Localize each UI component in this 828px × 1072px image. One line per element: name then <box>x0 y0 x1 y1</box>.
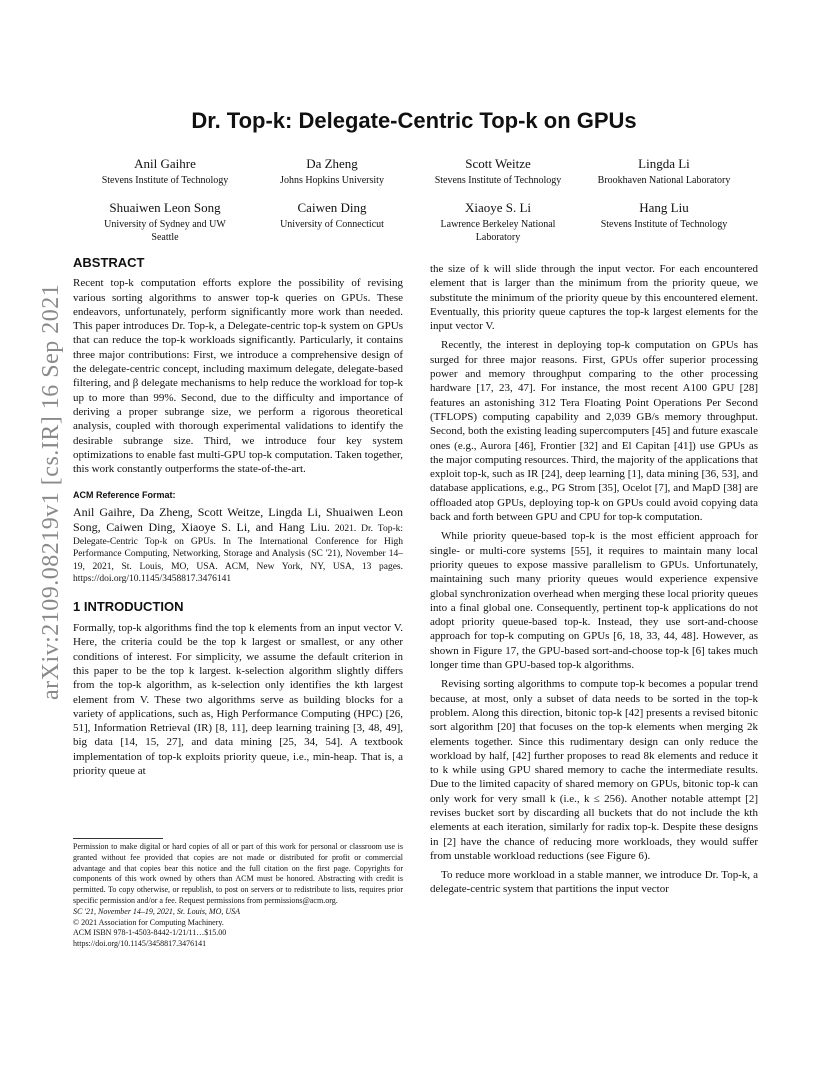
author-affiliation: Lawrence Berkeley National Laboratory <box>440 219 556 243</box>
footnote-rule <box>73 838 163 839</box>
author-name: Xiaoye S. Li <box>464 200 532 215</box>
author-name: Scott Weitze <box>465 156 531 171</box>
body-paragraph: Recently, the interest in deploying top-k computation on GPUs has surged for three major reasons. First, GPUs offer superior processing power and memory throughput comparing to the other processing hardware [17, 23, 47]. For instance, the most recent A100 GPU [28] features an astonishing 312 Tera Floating Point Operations Per Second (TFLOPS) computing capability and 2,039 GB/s memory throughput. Second, both the existing leading supercomputers [45] and future exascale ones (e.g., Aurora [46], Frontier [32] and El Capitan [41]) use GPUs as the major computing resources. Third, the majority of the applications that exploit top-k, such as IR [24], deep learning [1], data mining [36, 53], and database applications, e.g., PG Strom [35], Ocelot [7], and MapD [38] are offloaded atop GPUs, deploying top-k on GPUs could avoid copying data back and forth between GPU and CPU for top-k computation. <box>430 339 758 524</box>
arxiv-sidebar <box>18 0 64 1072</box>
permission-notice: Permission to make digital or hard copies of all or part of this work for personal or classroom use is granted without fee provided that copies are not made or distributed for profit or commercial advantage and that copies bear this notice and the full citation on the first page. Copyrights for components of this work owned by others than ACM must be honored. Abstracting with credit is permitted. To copy otherwise, or republish, to post on servers or to redistribute to lists, requires prior specific permission and/or a fee. Request permissions from permissions@acm.org. <box>73 842 403 905</box>
introduction-heading: 1 INTRODUCTION <box>73 598 184 614</box>
acm-reference-heading: ACM Reference Format: <box>73 490 176 501</box>
right-column <box>430 262 758 902</box>
author-block <box>413 156 583 187</box>
author-affiliation: Johns Hopkins University <box>280 175 384 186</box>
author-block <box>80 200 250 244</box>
acm-reference-authors: Anil Gaihre, Da Zheng, Scott Weitze, Lingda Li, Shuaiwen Leon Song, Caiwen Ding, Xiaoye S. Li, and Hang Liu. <box>73 504 403 535</box>
body-paragraph: Revising sorting algorithms to compute top-k becomes a popular trend because, at most, only a subset of data needs to be sorted in the top-k problem. Along this direction, bitonic top-k [42] presents a revised bitonic sort algorithm [20] that focuses on the top-k elements when merging 2k elements together. Since this rudimentary design can only reduce the workload by half, [42] further proposes to read 8k elements and reduce it to k while using GPU shared memory to cache the intermediate results. Due to the limited capacity of shared memory on GPUs, bitonic top-k can only work for very small k (i.e., k ≤ 256). Another notable attempt [2] revises bucket sort by discarding all buckets that do not include the kth elements at each iteration, similarly for radix top-k. Despite these designs in [2] have the chance of reducing more workloads, they would suffer from unstable workload reductions (see Figure 6). <box>430 678 758 862</box>
author-affiliation: University of Sydney and UW Seattle <box>104 219 226 243</box>
author-block <box>579 200 749 231</box>
intro-paragraph: Formally, top-k algorithms find the top k elements from an input vector V. Here, the criteria could be the top k largest or smallest, or any other conditions of interest. For simplicity, we assume the default criterion in this paper to be the top k largest. k-selection algorithm slightly differs from the top-k algorithm, as k-selection only identifies the kth largest element from V. These two algorithms serve as building blocks for a variety of applications, such as, High Performance Computing (HPC) [26, 51], Information Retrieval (IR) [8, 11], deep learning training [3, 48, 49], big data [14, 15, 27], and data mining [25, 34, 54]. A textbook implementation of top-k exploits priority queue, i.e., min-heap. That is, a priority queue at <box>73 622 403 778</box>
author-name: Da Zheng <box>306 156 358 171</box>
conference-line: SC '21, November 14–19, 2021, St. Louis, MO, USA <box>73 906 241 916</box>
body-paragraph: While priority queue-based top-k is the most efficient approach for single- or multi-core systems [55], it requires to maintain many local priority queues to expose massive parallelism to GPUs. Unfortunately, maintaining such many priority queues would experience expensive global synchronization overhead when merging these local priority queues into a final global one. Consequently, pertinent top-k applications do not adopt priority queue-based top-k. Instead, they use sort-and-choose approach for top-k computing on GPUs [6, 18, 33, 44, 48]. However, as shown in Figure 17, the GPU-based sort-and-choose top-k [6] takes much longer time than GPU-based top-k algorithms. <box>430 530 758 672</box>
author-block <box>413 200 583 244</box>
left-column <box>73 256 403 783</box>
author-block <box>80 156 250 187</box>
author-name: Anil Gaihre <box>134 156 196 171</box>
author-name: Hang Liu <box>639 200 689 215</box>
abstract-text: Recent top-k computation efforts explore the possibility of revising various sorting algorithms to answer top-k queries on GPUs. These endeavors, unfortunately, perform significantly more work than needed. This paper introduces Dr. Top-k, a Delegate-centric top-k system on GPUs that can reduce the top-k workloads significantly. Particularly, it contains three major contributions: First, we introduce a comprehensive design of the delegate-centric concept, including maximum delegate, delegate-based filtering, and β delegate mechanisms to help reduce the workload for top-k up to more than 99%. Second, due to the difficulty and importance of deriving a proper subrange size, we perform a rigorous theoretical analysis, coupled with thorough experimental validations to identify the desirable subrange size. Third, we introduce four key system optimizations to enable fast multi-GPU top-k computation. Taken together, this work constantly outperforms the state-of-the-art. <box>73 277 403 476</box>
author-affiliation: Brookhaven National Laboratory <box>597 175 731 186</box>
acm-reference-details: 2021. Dr. Top-k: Delegate-Centric Top-k on GPUs. In The International Conference for High Performance Computing, Networking, Storage and Analysis (SC '21), November 14–19, 2021, St. Louis, MO, USA. ACM, New York, NY, USA, 13 pages. https://doi.org/10.1145/3458817.3476141 <box>73 524 403 585</box>
body-paragraph: To reduce more workload in a stable manner, we introduce Dr. Top-k, a delegate-centric system that partitions the input vector <box>430 869 758 896</box>
author-name: Lingda Li <box>638 156 690 171</box>
author-block <box>247 156 417 187</box>
copyright-line: © 2021 Association for Computing Machinery. <box>73 917 224 927</box>
author-name: Caiwen Ding <box>297 200 367 215</box>
author-block <box>247 200 417 231</box>
arxiv-identifier: arXiv:2109.08219v1 [cs.IR] 16 Sep 2021 <box>38 283 64 700</box>
doi-link[interactable]: https://doi.org/10.1145/3458817.3476141 <box>73 939 207 949</box>
paper-title: Dr. Top-k: Delegate-Centric Top-k on GPUs <box>191 108 637 133</box>
copyright-footnote <box>73 842 403 950</box>
author-affiliation: Stevens Institute of Technology <box>600 219 728 230</box>
author-affiliation: Stevens Institute of Technology <box>434 175 562 186</box>
abstract-heading: ABSTRACT <box>73 255 145 270</box>
author-name: Shuaiwen Leon Song <box>109 200 221 215</box>
acm-reference <box>73 505 403 586</box>
author-affiliation: Stevens Institute of Technology <box>101 175 229 186</box>
author-affiliation: University of Connecticut <box>280 219 384 230</box>
isbn-line: ACM ISBN 978-1-4503-8442-1/21/11…$15.00 <box>73 928 227 938</box>
author-block <box>579 156 749 187</box>
body-paragraph: the size of k will slide through the input vector. For each encountered element that is larger than the minimum from the priority queue, we substitute the minimum of the priority queue by this encountered element. Eventually, this priority queue captures the top-k largest elements for the input vector V. <box>430 263 758 333</box>
